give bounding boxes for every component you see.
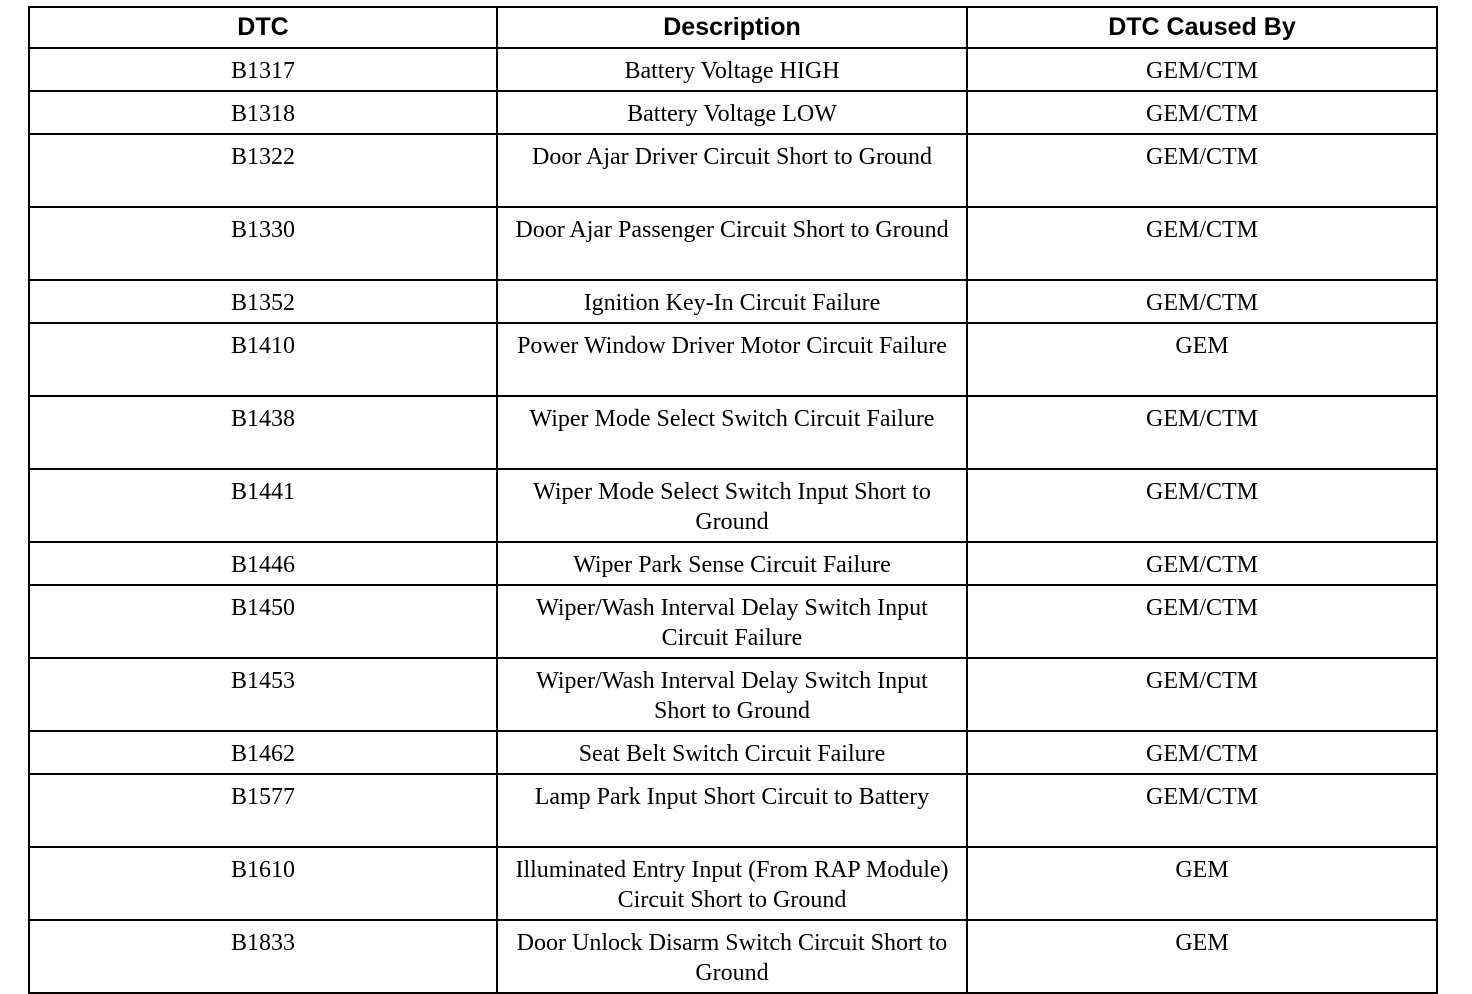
dtc-code: B1318 [29,91,497,134]
dtc-code: B1462 [29,731,497,774]
dtc-caused-by: GEM [967,920,1437,993]
header-description: Description [497,7,967,48]
dtc-table [28,6,1438,994]
dtc-code: B1438 [29,396,497,469]
table-row [29,396,1437,469]
dtc-description: Illuminated Entry Input (From RAP Module) Circuit Short to Ground [497,847,967,920]
dtc-caused-by: GEM/CTM [967,731,1437,774]
dtc-code: B1453 [29,658,497,731]
dtc-description: Ignition Key-In Circuit Failure [497,280,967,323]
dtc-code: B1317 [29,48,497,91]
dtc-description: Door Unlock Disarm Switch Circuit Short to Ground [497,920,967,993]
table-row [29,91,1437,134]
dtc-code: B1410 [29,323,497,396]
table-row [29,774,1437,847]
dtc-description: Seat Belt Switch Circuit Failure [497,731,967,774]
dtc-caused-by: GEM/CTM [967,542,1437,585]
dtc-description: Wiper Mode Select Switch Circuit Failure [497,396,967,469]
dtc-caused-by: GEM/CTM [967,469,1437,542]
dtc-code: B1833 [29,920,497,993]
dtc-caused-by: GEM [967,323,1437,396]
header-caused-by: DTC Caused By [967,7,1437,48]
dtc-caused-by: GEM/CTM [967,658,1437,731]
dtc-description: Wiper/Wash Interval Delay Switch Input Circuit Failure [497,585,967,658]
table-row [29,280,1437,323]
dtc-caused-by: GEM/CTM [967,134,1437,207]
dtc-description: Door Ajar Passenger Circuit Short to Ground [497,207,967,280]
table-row [29,585,1437,658]
header-dtc: DTC [29,7,497,48]
table-row [29,847,1437,920]
dtc-description: Wiper Mode Select Switch Input Short to Ground [497,469,967,542]
table-header [29,7,1437,48]
dtc-code: B1330 [29,207,497,280]
table-row [29,207,1437,280]
table-row [29,731,1437,774]
dtc-description: Battery Voltage LOW [497,91,967,134]
dtc-code: B1446 [29,542,497,585]
header-row [29,7,1437,48]
dtc-caused-by: GEM/CTM [967,585,1437,658]
dtc-code: B1352 [29,280,497,323]
table-row [29,323,1437,396]
table-row [29,658,1437,731]
dtc-code: B1610 [29,847,497,920]
dtc-caused-by: GEM/CTM [967,48,1437,91]
dtc-description: Battery Voltage HIGH [497,48,967,91]
dtc-code: B1322 [29,134,497,207]
table-body [29,48,1437,993]
dtc-caused-by: GEM/CTM [967,774,1437,847]
table-row [29,542,1437,585]
table-row [29,469,1437,542]
table-row [29,48,1437,91]
dtc-description: Door Ajar Driver Circuit Short to Ground [497,134,967,207]
dtc-caused-by: GEM [967,847,1437,920]
dtc-description: Power Window Driver Motor Circuit Failure [497,323,967,396]
dtc-code: B1441 [29,469,497,542]
dtc-code: B1450 [29,585,497,658]
dtc-description: Lamp Park Input Short Circuit to Battery [497,774,967,847]
dtc-description: Wiper Park Sense Circuit Failure [497,542,967,585]
dtc-description: Wiper/Wash Interval Delay Switch Input Short to Ground [497,658,967,731]
dtc-caused-by: GEM/CTM [967,396,1437,469]
table-row [29,134,1437,207]
dtc-caused-by: GEM/CTM [967,91,1437,134]
dtc-caused-by: GEM/CTM [967,280,1437,323]
dtc-code: B1577 [29,774,497,847]
table-row [29,920,1437,993]
dtc-caused-by: GEM/CTM [967,207,1437,280]
